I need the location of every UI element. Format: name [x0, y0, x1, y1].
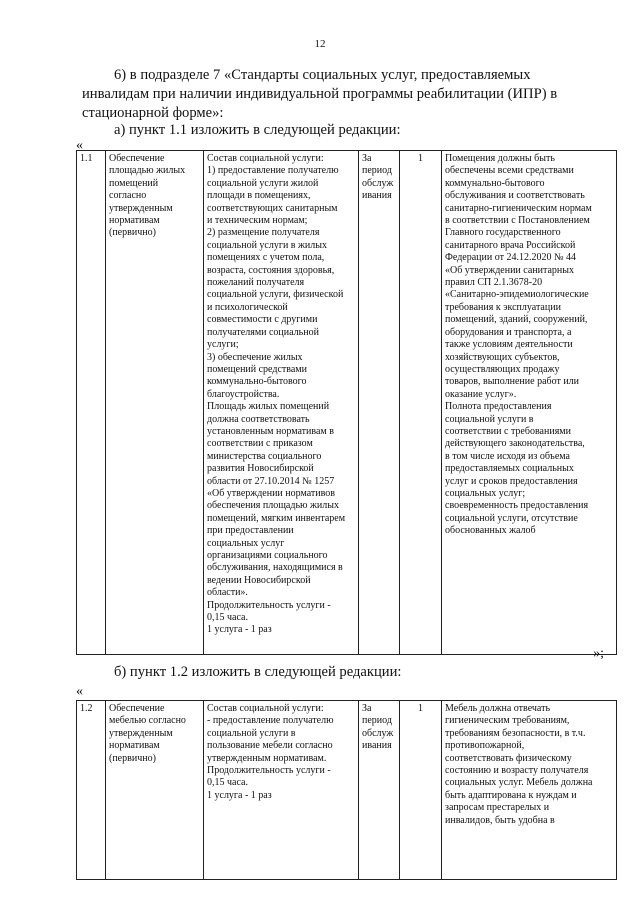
section-a-quote-open: «	[76, 138, 83, 153]
cell-line: обслуж	[362, 727, 394, 739]
cell-line: социальной услуги в	[207, 727, 296, 739]
cell-line: площади в помещениях,	[207, 190, 311, 202]
cell-line: «Об утверждении санитарных	[445, 264, 574, 276]
rules-table-1-2	[76, 700, 617, 880]
cell-line: ведении Новосибирской	[207, 574, 311, 586]
cell-line: Состав социальной услуги:	[207, 703, 324, 714]
cell-line: - предоставление получателю	[207, 715, 334, 727]
cell-line: возраста, состояния здоровья,	[207, 264, 335, 276]
service-count: 1	[400, 701, 442, 880]
cell-line: гигиеническим требованиям,	[445, 715, 570, 727]
service-count: 1	[400, 151, 442, 655]
cell-line: организациями социального	[207, 550, 328, 561]
cell-line: обслуживания и соответствовать	[445, 190, 585, 202]
cell-line: развития Новосибирской	[207, 463, 314, 475]
cell-line: Площадь жилых помещений	[207, 401, 330, 413]
row-number: 1.1	[77, 151, 106, 655]
cell-line: «Санитарно-эпидемиологические	[445, 289, 589, 301]
cell-line: нормативам	[109, 215, 160, 227]
cell-line: и техническим нормам;	[207, 215, 308, 227]
cell-line: Федерации от 24.12.2020 № 44	[445, 252, 577, 264]
cell-line: помещениях с учетом пола,	[207, 252, 325, 264]
cell-line: Мебель должна отвечать	[445, 703, 551, 714]
cell-line: коммунально-бытового	[445, 177, 545, 189]
cell-line: Обеспечение	[109, 703, 165, 714]
service-name	[106, 701, 204, 880]
cell-line: соответствующих санитарным	[207, 202, 338, 214]
cell-line: Продолжительность услуги -	[207, 765, 331, 777]
cell-line: действующего законодательства,	[445, 438, 585, 450]
cell-line: должна соответствовать	[207, 413, 310, 425]
cell-line: социальной услуги, отсутствие	[445, 512, 578, 524]
cell-line: Обеспечение	[109, 153, 165, 164]
cell-line: 0,15 часа.	[207, 777, 248, 789]
cell-line: соответствовать физическому	[445, 752, 572, 764]
cell-line: санитарного врача Российской	[445, 239, 576, 251]
table-row	[77, 701, 617, 880]
intro-line-2: инвалидам при наличии индивидуальной программы реабилитации (ИПР) в	[82, 86, 558, 102]
cell-line: совместимости с другими	[207, 314, 318, 326]
cell-line: Помещения должны быть	[445, 153, 555, 164]
cell-line: соответствии с требованиями	[445, 425, 571, 437]
cell-line: За	[362, 153, 372, 164]
cell-line: социальной услуги жилой	[207, 177, 319, 189]
service-content	[204, 151, 359, 655]
cell-line: министерства социального	[207, 450, 322, 462]
cell-line: области».	[207, 587, 248, 599]
cell-line: коммунально-бытового	[207, 376, 307, 388]
service-quality	[442, 151, 617, 655]
cell-line: также условиям деятельности	[445, 339, 573, 351]
cell-line: период	[362, 165, 392, 177]
page-number: 12	[314, 38, 326, 50]
cell-line: помещений, зданий, сооружений,	[445, 314, 588, 326]
cell-line: нормативам	[109, 740, 160, 752]
cell-line: Полнота предоставления	[445, 401, 552, 413]
cell-line: 3) обеспечение жилых	[207, 351, 303, 363]
table-row	[77, 151, 617, 655]
cell-line: обслуживания, находящимися в	[207, 562, 343, 574]
cell-line: оказание услуг».	[445, 388, 517, 400]
section-a-quote-close: »;	[593, 646, 604, 661]
cell-line: правил СП 2.1.3678-20	[445, 277, 543, 289]
service-period	[359, 151, 400, 655]
cell-line: площадью жилых	[109, 165, 186, 177]
rules-table-1-1	[76, 150, 617, 655]
cell-line: социальной услуги, физической	[207, 289, 344, 301]
cell-line: период	[362, 715, 392, 727]
cell-line: ивания	[362, 190, 392, 202]
cell-line: противопожарной,	[445, 740, 525, 752]
service-name	[106, 151, 204, 655]
cell-line: помещений	[109, 177, 159, 189]
cell-line: социальных услуг;	[445, 487, 526, 499]
section-b-heading: б) пункт 1.2 изложить в следующей редакции:	[114, 664, 402, 680]
cell-line: 1 услуга - 1 раз	[207, 789, 272, 801]
cell-line: социальных услуг	[207, 537, 285, 549]
cell-line: при предоставлении	[207, 525, 294, 537]
cell-line: санитарно-гигиеническим нормам	[445, 202, 592, 214]
cell-line: хозяйствующих субъектов,	[445, 351, 560, 363]
cell-line: За	[362, 703, 372, 714]
section-a-heading: а) пункт 1.1 изложить в следующей редакции:	[114, 122, 401, 138]
section-b-quote-open: «	[76, 684, 83, 699]
cell-line: утвержденным нормативам.	[207, 752, 327, 764]
cell-line: быть адаптирована к нуждам и	[445, 789, 577, 801]
cell-line: (первично)	[109, 227, 156, 239]
cell-line: согласно	[109, 190, 147, 202]
cell-line: 2) размещение получателя	[207, 227, 320, 239]
cell-line: состоянию и возрасту получателя	[445, 765, 589, 777]
cell-line: получателями социальной	[207, 326, 319, 338]
cell-line: утвержденным	[109, 727, 173, 739]
cell-line: обслуж	[362, 177, 394, 189]
cell-line: товаров, выполнение работ или	[445, 376, 580, 388]
cell-line: социальной услуги в жилых	[207, 239, 327, 251]
cell-line: требования к эксплуатации	[445, 301, 561, 313]
cell-line: обоснованных жалоб	[445, 525, 536, 537]
intro-line-3: стационарной форме»:	[82, 105, 224, 121]
cell-line: оборудования и транспорта, а	[445, 326, 572, 338]
cell-line: 0,15 часа.	[207, 612, 248, 624]
cell-line: пользование мебели согласно	[207, 740, 333, 752]
cell-line: и психологической	[207, 301, 288, 313]
cell-line: социальной услуги в	[445, 413, 534, 425]
cell-line: услуг и сроков предоставления	[445, 475, 578, 487]
cell-line: Главного государственного	[445, 227, 561, 239]
cell-line: области от 27.10.2014 № 1257	[207, 475, 335, 487]
cell-line: своевременность предоставления	[445, 500, 589, 512]
cell-line: 1 услуга - 1 раз	[207, 624, 272, 636]
intro-paragraph	[82, 66, 612, 123]
cell-line: социальных услуг. Мебель должна	[445, 777, 593, 789]
cell-line: установленным нормативам в	[207, 425, 334, 437]
cell-line: ивания	[362, 740, 392, 752]
intro-line-1: 6) в подразделе 7 «Стандарты социальных услуг, предоставляемых	[114, 67, 531, 83]
service-quality	[442, 701, 617, 880]
service-content	[204, 701, 359, 880]
cell-line: пожеланий получателя	[207, 277, 305, 289]
cell-line: обеспечены всеми средствами	[445, 165, 574, 177]
cell-line: услуги;	[207, 339, 239, 351]
cell-line: утвержденным	[109, 202, 173, 214]
cell-line: в том числе исходя из объема	[445, 450, 570, 462]
row-number: 1.2	[77, 701, 106, 880]
cell-line: 1) предоставление получателю	[207, 165, 339, 177]
cell-line: обеспечения площадью жилых	[207, 500, 339, 512]
cell-line: осуществляющих продажу	[445, 363, 560, 375]
cell-line: помещений, мягким инвентарем	[207, 512, 346, 524]
cell-line: запросам престарелых и	[445, 802, 550, 814]
cell-line: предоставляемых социальных	[445, 463, 574, 475]
cell-line: Состав социальной услуги:	[207, 153, 324, 164]
cell-line: «Об утверждении нормативов	[207, 487, 336, 499]
service-period	[359, 701, 400, 880]
cell-line: требованиям безопасности, в т.ч.	[445, 727, 586, 739]
cell-line: (первично)	[109, 752, 156, 764]
cell-line: соответствии с приказом	[207, 438, 313, 450]
cell-line: инвалидов, быть удобна в	[445, 814, 555, 826]
cell-line: помещений средствами	[207, 363, 307, 375]
cell-line: благоустройства.	[207, 388, 280, 400]
cell-line: Продолжительность услуги -	[207, 599, 331, 611]
cell-line: в соответствии с Постановлением	[445, 215, 590, 227]
cell-line: мебелью согласно	[109, 715, 186, 727]
